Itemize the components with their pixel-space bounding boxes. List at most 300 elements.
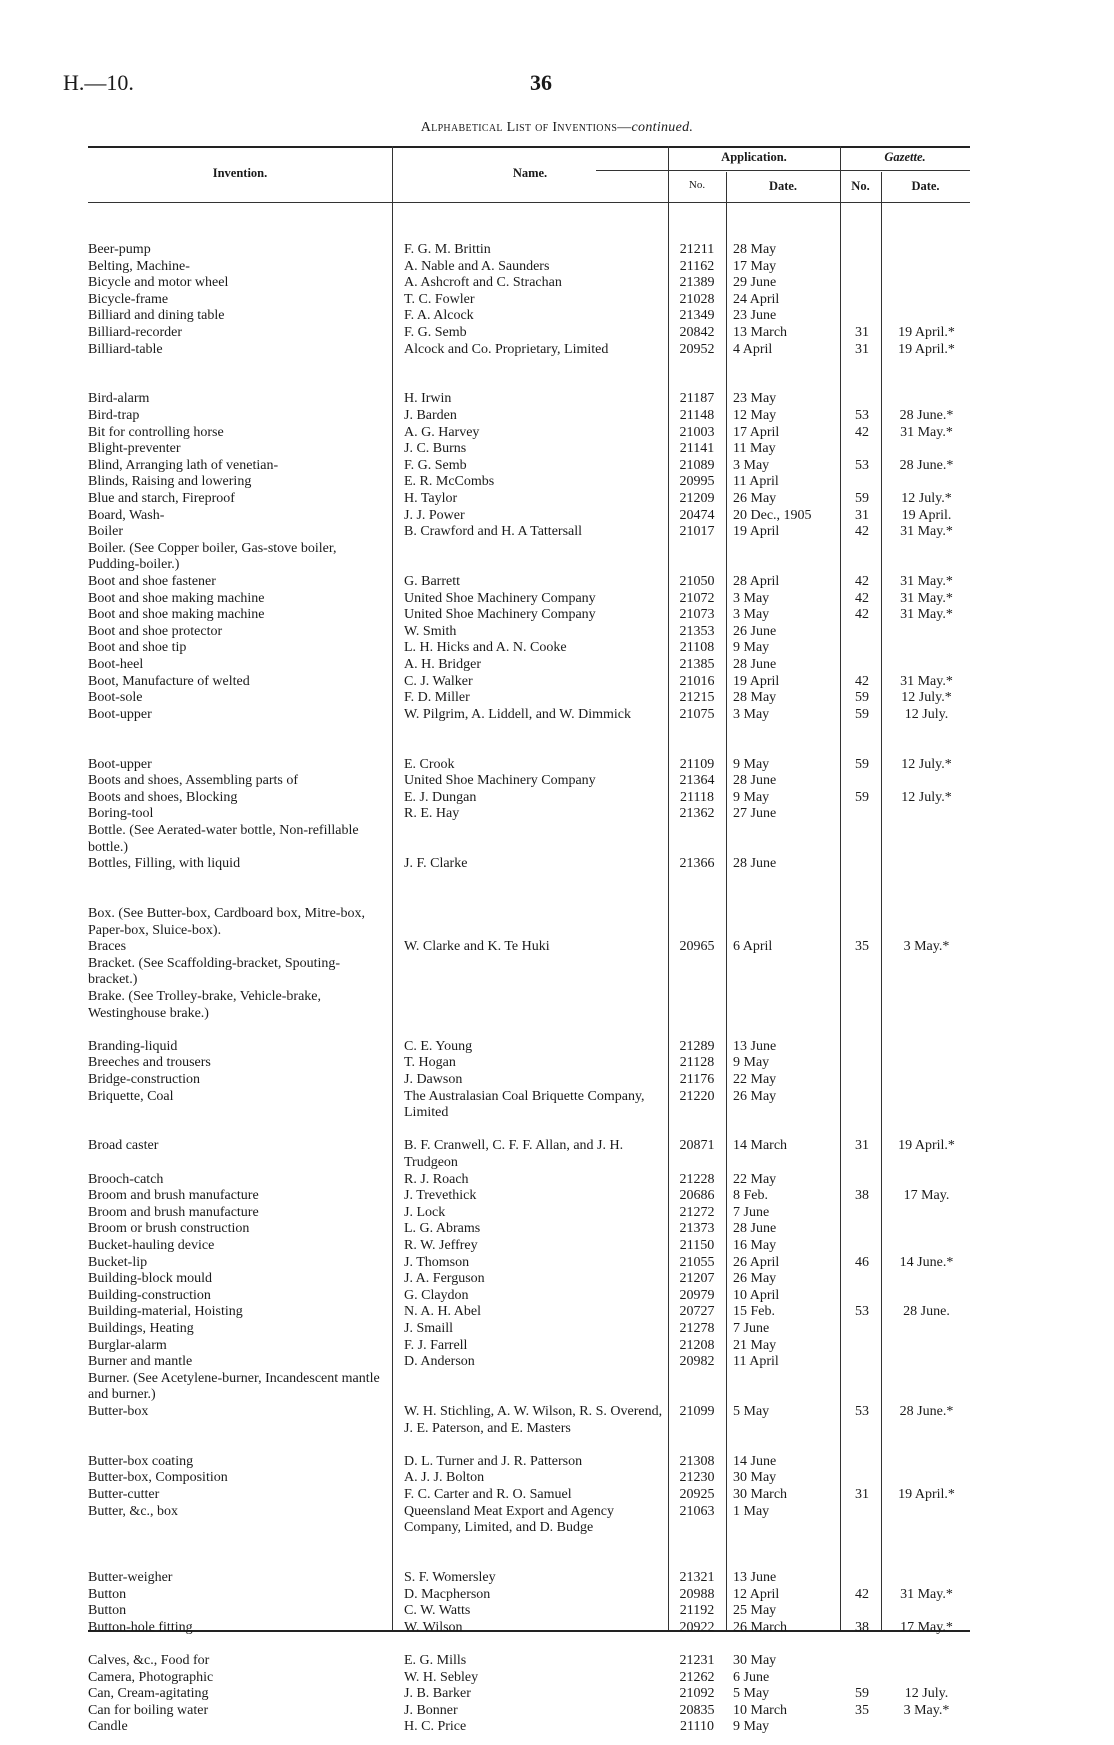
invention-cell: Billiard-table — [88, 341, 163, 357]
app-no-cell: 21176 — [679, 1072, 715, 1087]
app-date-cell: 6 June — [733, 1669, 770, 1685]
name-cell: E. Crook — [404, 756, 455, 772]
name-cell: J. Smaill — [404, 1321, 454, 1336]
invention-cell: Burner. (See Acetylene-burner, Incandescent mantle and burner.) — [88, 1370, 380, 1403]
name-cell: S. F. Womersley — [404, 1570, 496, 1585]
app-date-cell: 30 May — [733, 1470, 777, 1486]
invention-cell: Building-block mould — [88, 1271, 213, 1287]
invention-cell: Button-hole fitting — [88, 1619, 193, 1635]
gazette-no-cell: 46 — [855, 1254, 869, 1270]
name-cell: W. Wilson — [404, 1619, 463, 1635]
name-cell: United Shoe Machinery Company — [404, 590, 596, 606]
app-no-cell: 21230 — [679, 1470, 715, 1486]
app-no-cell: 20727 — [679, 1304, 715, 1320]
name-cell: R. E. Hay — [404, 806, 460, 822]
invention-cell: Bird-trap — [88, 408, 140, 423]
app-no-cell: 21099 — [679, 1404, 715, 1419]
gazette-no-cell: 59 — [855, 789, 869, 805]
invention-cell: Calves, &c., Food for — [88, 1653, 210, 1668]
app-date-cell: 14 June — [733, 1453, 777, 1469]
gazette-date-cell: 3 May.* — [903, 1702, 950, 1718]
app-date-cell: 5 May — [733, 1404, 770, 1419]
name-cell: F. D. Miller — [404, 690, 470, 706]
name-cell: J. C. Burns — [404, 441, 467, 457]
name-cell: B. F. Cranwell, C. F. F. Allan, and J. H. Trudgeon — [404, 1138, 624, 1170]
col-divider-name — [392, 146, 393, 1630]
name-cell: W. Smith — [404, 623, 457, 639]
app-date-cell: 20 Dec., 1905 — [733, 507, 812, 523]
page-number: 36 — [530, 70, 552, 95]
name-cell: E. R. McCombs — [404, 474, 495, 490]
gazette-no-cell: 42 — [855, 424, 869, 440]
app-date-cell: 19 April — [733, 673, 780, 689]
app-no-cell: 20965 — [679, 939, 715, 955]
gazette-date-cell: 28 June.* — [899, 1404, 954, 1419]
name-cell: F. G. M. Brittin — [404, 242, 491, 257]
app-no-cell: 21050 — [679, 574, 715, 589]
name-cell: E. J. Dungan — [404, 789, 477, 805]
app-date-cell: 8 Feb. — [733, 1188, 768, 1204]
gazette-no-cell: 31 — [855, 325, 869, 340]
gazette-no-cell: 59 — [855, 706, 869, 722]
col-divider-app — [668, 146, 669, 1630]
gazette-no-cell: 42 — [855, 590, 869, 606]
gazette-date-cell: 28 June.* — [899, 457, 954, 473]
name-cell: B. Crawford and H. A Tattersall — [404, 524, 583, 540]
app-no-cell: 21092 — [679, 1686, 715, 1702]
app-no-cell: 21289 — [679, 1038, 715, 1054]
name-cell: G. Barrett — [404, 574, 460, 589]
invention-cell: Building-material, Hoisting — [88, 1304, 243, 1320]
name-cell: Alcock and Co. Proprietary, Limited — [404, 341, 609, 357]
app-no-cell: 21207 — [679, 1271, 715, 1287]
col-header-app-no: No. — [688, 179, 706, 191]
name-cell: L. G. Abrams — [404, 1221, 481, 1237]
invention-cell: Butter-cutter — [88, 1487, 160, 1502]
app-date-cell: 24 April — [733, 291, 780, 307]
gazette-no-cell: 59 — [855, 1686, 869, 1702]
gazette-no-cell: 31 — [855, 507, 869, 523]
invention-cell: Braces — [88, 939, 127, 955]
invention-cell: Butter-box, Composition — [88, 1470, 228, 1486]
app-date-cell: 17 April — [733, 424, 780, 440]
invention-cell: Burglar-alarm — [88, 1337, 167, 1353]
name-cell: J. Trevethick — [404, 1188, 477, 1204]
app-date-cell: 21 May — [733, 1337, 777, 1353]
app-date-cell: 12 May — [733, 408, 777, 423]
app-date-cell: 3 May — [733, 590, 770, 606]
app-no-cell: 21108 — [679, 640, 715, 656]
app-date-cell: 13 June — [733, 1570, 777, 1585]
app-date-cell: 10 March — [733, 1702, 788, 1718]
invention-cell: Boot-sole — [88, 690, 143, 706]
invention-cell: Butter-box — [88, 1404, 149, 1419]
name-cell: J. Barden — [404, 408, 457, 423]
app-date-cell: 16 May — [733, 1238, 777, 1253]
invention-cell: Boot, Manufacture of welted — [88, 673, 250, 689]
col-divider-gaz-date — [881, 172, 882, 1630]
gazette-date-cell: 17 May.* — [900, 1619, 953, 1635]
invention-cell: Broad caster — [88, 1138, 159, 1154]
app-date-cell: 28 June — [733, 657, 777, 672]
col-header-application: Application. — [721, 150, 787, 164]
gazette-no-cell: 53 — [855, 457, 869, 473]
page-header-ref: H.—10. — [63, 70, 134, 95]
app-no-cell: 21148 — [679, 408, 715, 423]
app-date-cell: 7 June — [733, 1321, 770, 1336]
app-date-cell: 28 June — [733, 856, 777, 872]
app-no-cell: 21162 — [679, 258, 715, 274]
app-no-cell: 21220 — [679, 1088, 715, 1104]
invention-cell: Broom and brush manufacture — [88, 1204, 259, 1220]
gazette-date-cell: 17 May. — [903, 1188, 950, 1204]
invention-cell: Buildings, Heating — [88, 1321, 194, 1336]
name-cell: C. W. Watts — [404, 1603, 471, 1619]
name-cell: H. Taylor — [404, 491, 458, 506]
invention-cell: Butter, &c., box — [88, 1503, 179, 1519]
gazette-no-cell: 59 — [855, 491, 869, 506]
app-date-cell: 28 June — [733, 1221, 777, 1237]
name-cell: D. Macpherson — [404, 1586, 491, 1602]
app-date-cell: 1 May — [733, 1503, 770, 1519]
app-date-cell: 26 May — [733, 1088, 777, 1104]
gazette-date-cell: 31 May.* — [900, 590, 953, 606]
app-no-cell: 21389 — [679, 275, 715, 291]
gazette-no-cell: 42 — [855, 673, 869, 689]
app-date-cell: 13 March — [733, 325, 788, 340]
name-cell: E. G. Mills — [404, 1653, 467, 1668]
name-cell: J. Bonner — [404, 1702, 458, 1718]
gazette-date-cell: 12 July.* — [901, 690, 952, 706]
name-cell: A. G. Harvey — [404, 424, 480, 440]
gazette-date-cell: 12 July.* — [901, 789, 952, 805]
app-date-cell: 11 April — [733, 1354, 779, 1370]
invention-cell: Building-construction — [88, 1287, 211, 1303]
app-no-cell: 21385 — [679, 657, 715, 672]
gazette-date-cell: 28 June. — [903, 1304, 950, 1320]
app-no-cell: 21192 — [679, 1603, 715, 1619]
app-date-cell: 3 May — [733, 706, 770, 722]
app-no-cell: 20922 — [679, 1619, 715, 1635]
invention-cell: Breeches and trousers — [88, 1055, 211, 1071]
app-date-cell: 30 May — [733, 1653, 777, 1668]
invention-cell: Branding-liquid — [88, 1038, 178, 1054]
invention-cell: Blind, Arranging lath of venetian- — [88, 457, 279, 473]
invention-cell: Brake. (See Trolley-brake, Vehicle-brake, Westinghouse brake.) — [88, 989, 321, 1021]
app-no-cell: 21228 — [679, 1171, 715, 1187]
app-no-cell: 21016 — [679, 673, 715, 689]
app-no-cell: 21278 — [679, 1321, 715, 1336]
app-no-cell: 20835 — [679, 1702, 715, 1718]
app-no-cell: 21109 — [679, 756, 715, 772]
invention-cell: Burner and mantle — [88, 1354, 193, 1370]
app-no-cell: 20952 — [679, 341, 715, 357]
gazette-date-cell: 31 May.* — [900, 673, 953, 689]
name-cell: A. J. J. Bolton — [404, 1470, 485, 1486]
app-no-cell: 21075 — [679, 706, 715, 722]
app-date-cell: 14 March — [733, 1138, 788, 1154]
name-cell: D. Anderson — [404, 1354, 475, 1370]
invention-cell: Bicycle and motor wheel — [88, 275, 229, 291]
name-cell: G. Claydon — [404, 1287, 469, 1303]
name-cell: C. J. Walker — [404, 673, 473, 689]
invention-cell: Butter-weigher — [88, 1570, 173, 1585]
invention-cell: Boot-upper — [88, 756, 152, 772]
invention-cell: Boring-tool — [88, 806, 154, 822]
invention-cell: Board, Wash- — [88, 507, 165, 523]
gazette-no-cell: 53 — [855, 1304, 869, 1320]
app-date-cell: 29 June — [733, 275, 777, 291]
invention-cell: Boots and shoes, Assembling parts of — [88, 773, 298, 789]
invention-cell: Bracket. (See Scaffolding-bracket, Spouting-bracket.) — [88, 955, 341, 988]
name-cell: F. G. Semb — [404, 325, 467, 340]
page-title: Alphabetical List of Inventions—continued. — [420, 120, 694, 135]
gazette-no-cell: 42 — [855, 607, 869, 623]
app-no-cell: 21364 — [679, 773, 715, 789]
gazette-no-cell: 59 — [855, 690, 869, 706]
name-cell: R. W. Jeffrey — [404, 1238, 478, 1253]
name-cell: F. J. Farrell — [404, 1337, 468, 1353]
gazette-date-cell: 31 May.* — [900, 424, 953, 440]
app-date-cell: 9 May — [733, 1719, 770, 1735]
invention-cell: Can, Cream-agitating — [88, 1686, 209, 1702]
invention-cell: Blinds, Raising and lowering — [88, 474, 252, 490]
app-date-cell: 9 May — [733, 640, 770, 656]
invention-cell: Boot and shoe tip — [88, 640, 187, 656]
app-date-cell: 25 May — [733, 1603, 777, 1619]
col-divider-gazette — [840, 146, 841, 1630]
invention-cell: Brooch-catch — [88, 1171, 164, 1187]
app-no-cell: 21231 — [679, 1653, 715, 1668]
name-cell: N. A. H. Abel — [404, 1304, 481, 1320]
invention-cell: Bucket-lip — [88, 1254, 148, 1270]
name-cell: T. C. Fowler — [404, 291, 475, 307]
app-date-cell: 3 May — [733, 607, 770, 623]
app-no-cell: 21187 — [679, 391, 715, 407]
app-no-cell: 21366 — [679, 856, 715, 872]
app-no-cell: 20979 — [679, 1287, 715, 1303]
gazette-date-cell: 31 May.* — [900, 607, 953, 623]
invention-cell: Bird-alarm — [88, 391, 150, 407]
invention-cell: Boot-heel — [88, 657, 144, 672]
app-no-cell: 21262 — [679, 1669, 715, 1685]
invention-cell: Blue and starch, Fireproof — [88, 491, 235, 506]
app-date-cell: 30 March — [733, 1487, 788, 1502]
gazette-date-cell: 31 May.* — [900, 1586, 953, 1602]
gazette-no-cell: 31 — [855, 1487, 869, 1502]
col-header-app-date: Date. — [768, 179, 798, 193]
app-no-cell: 21017 — [679, 524, 715, 540]
invention-cell: Boots and shoes, Blocking — [88, 789, 238, 805]
invention-cell: Button — [88, 1586, 127, 1602]
invention-cell: Broom or brush construction — [88, 1221, 250, 1237]
gazette-no-cell: 31 — [855, 1138, 869, 1154]
header-bottom-rule — [88, 202, 970, 203]
app-no-cell: 21110 — [680, 1719, 714, 1735]
col-header-gazette: Gazette. — [884, 150, 926, 164]
gazette-date-cell: 3 May.* — [903, 939, 950, 955]
app-no-cell: 21362 — [679, 806, 715, 822]
gazette-date-cell: 14 June.* — [899, 1254, 954, 1270]
invention-cell: Bicycle-frame — [88, 291, 169, 307]
app-no-cell: 21209 — [679, 491, 715, 506]
app-no-cell: 21089 — [679, 457, 715, 473]
app-no-cell: 20871 — [679, 1138, 715, 1154]
name-cell: H. Irwin — [404, 391, 452, 407]
app-no-cell: 21208 — [679, 1337, 715, 1353]
app-date-cell: 28 April — [733, 574, 780, 589]
gazette-date-cell: 12 July. — [904, 706, 949, 722]
app-date-cell: 19 April — [733, 524, 780, 540]
app-no-cell: 21373 — [679, 1221, 715, 1237]
app-date-cell: 23 June — [733, 308, 777, 324]
gazette-date-cell: 19 April.* — [898, 1487, 955, 1502]
name-cell: L. H. Hicks and A. N. Cooke — [404, 640, 567, 656]
name-cell: The Australasian Coal Briquette Company, Limited — [404, 1088, 645, 1121]
app-no-cell: 21211 — [679, 242, 715, 257]
name-cell: F. G. Semb — [404, 457, 467, 473]
col-divider-app-date — [726, 172, 727, 1630]
app-date-cell: 27 June — [733, 806, 777, 822]
name-cell: J. F. Clarke — [404, 856, 468, 872]
gazette-no-cell: 38 — [855, 1619, 869, 1635]
app-date-cell: 26 March — [733, 1619, 788, 1635]
app-no-cell: 21003 — [679, 424, 715, 440]
col-header-name: Name. — [512, 166, 548, 180]
name-cell: W. Pilgrim, A. Liddell, and W. Dimmick — [404, 706, 631, 722]
gazette-date-cell: 19 April.* — [898, 1138, 955, 1154]
name-cell: J. Lock — [404, 1204, 446, 1220]
gazette-date-cell: 19 April. — [901, 507, 952, 523]
name-cell: W. H. Stichling, A. W. Wilson, R. S. Overend, J. E. Paterson, and E. Masters — [404, 1404, 663, 1436]
invention-cell: Boot and shoe making machine — [88, 590, 265, 606]
app-no-cell: 21308 — [679, 1453, 715, 1469]
gazette-date-cell: 31 May.* — [900, 574, 953, 589]
invention-cell: Boot and shoe fastener — [88, 574, 216, 589]
invention-cell: Box. (See Butter-box, Cardboard box, Mitre-box, Paper-box, Sluice-box). — [88, 906, 365, 938]
app-no-cell: 21128 — [679, 1055, 715, 1071]
name-cell: W. Clarke and K. Te Huki — [404, 939, 550, 955]
name-cell: United Shoe Machinery Company — [404, 773, 596, 789]
name-cell: A. Nable and A. Saunders — [404, 258, 550, 274]
invention-cell: Bottle. (See Aerated-water bottle, Non-refillable bottle.) — [88, 823, 359, 855]
name-cell: A. Ashcroft and C. Strachan — [404, 275, 562, 291]
app-no-cell: 21349 — [679, 308, 715, 324]
invention-cell: Butter-box coating — [88, 1453, 194, 1469]
app-date-cell: 12 April — [733, 1586, 780, 1602]
app-date-cell: 5 May — [733, 1686, 770, 1702]
name-cell: J. Thomson — [404, 1254, 470, 1270]
app-no-cell: 21118 — [680, 789, 714, 805]
gazette-no-cell: 53 — [855, 1404, 869, 1419]
invention-cell: Boiler — [88, 524, 123, 540]
invention-cell: Can for boiling water — [88, 1702, 209, 1718]
gazette-no-cell: 35 — [855, 939, 869, 955]
gazette-no-cell: 31 — [855, 341, 869, 357]
gazette-no-cell: 53 — [855, 408, 869, 423]
gazette-date-cell: 19 April.* — [898, 341, 955, 357]
app-no-cell: 21150 — [679, 1238, 715, 1253]
app-date-cell: 6 April — [733, 939, 773, 955]
app-no-cell: 21055 — [679, 1254, 715, 1270]
invention-cell: Beer-pump — [88, 242, 151, 257]
app-date-cell: 11 May — [733, 441, 776, 457]
name-cell: A. H. Bridger — [404, 657, 481, 672]
app-date-cell: 23 May — [733, 391, 777, 407]
name-cell: J. A. Ferguson — [404, 1271, 485, 1287]
app-no-cell: 20842 — [679, 325, 715, 340]
gazette-date-cell: 31 May.* — [900, 524, 953, 540]
name-cell: United Shoe Machinery Company — [404, 607, 596, 623]
name-cell: C. E. Young — [404, 1038, 473, 1054]
invention-cell: Belting, Machine- — [88, 258, 190, 274]
app-date-cell: 26 May — [733, 1271, 777, 1287]
name-cell: F. C. Carter and R. O. Samuel — [404, 1487, 572, 1502]
app-no-cell: 20995 — [679, 474, 715, 490]
app-date-cell: 26 May — [733, 491, 777, 506]
name-cell: T. Hogan — [404, 1055, 456, 1071]
app-date-cell: 9 May — [733, 756, 770, 772]
app-date-cell: 17 May — [733, 258, 777, 274]
app-date-cell: 9 May — [733, 789, 770, 805]
inventions-table — [88, 146, 970, 1735]
gazette-date-cell: 12 July.* — [901, 756, 952, 772]
name-cell: F. A. Alcock — [404, 308, 474, 324]
app-date-cell: 4 April — [733, 341, 773, 357]
name-cell: Queensland Meat Export and Agency Company, Limited, and D. Budge — [404, 1503, 614, 1536]
invention-cell: Briquette, Coal — [88, 1088, 174, 1104]
gazette-no-cell: 42 — [855, 524, 869, 540]
gazette-no-cell: 42 — [855, 1586, 869, 1602]
invention-cell: Camera, Photographic — [88, 1669, 214, 1685]
invention-cell: Broom and brush manufacture — [88, 1188, 259, 1204]
name-cell: W. H. Sebley — [404, 1669, 479, 1685]
invention-cell: Blight-preventer — [88, 441, 181, 457]
name-cell: H. C. Price — [404, 1719, 467, 1735]
gazette-no-cell: 38 — [855, 1188, 869, 1204]
app-no-cell: 21215 — [679, 690, 715, 706]
name-cell: J. Dawson — [404, 1072, 463, 1087]
app-no-cell: 20686 — [679, 1188, 715, 1204]
app-date-cell: 13 June — [733, 1038, 777, 1054]
gazette-no-cell: 35 — [855, 1702, 869, 1718]
gazette-no-cell: 42 — [855, 574, 869, 589]
app-date-cell: 7 June — [733, 1204, 770, 1220]
app-no-cell: 21321 — [679, 1570, 715, 1585]
invention-cell: Bucket-hauling device — [88, 1238, 215, 1253]
invention-cell: Bit for controlling horse — [88, 424, 224, 440]
app-date-cell: 3 May — [733, 457, 770, 473]
gazette-date-cell: 28 June.* — [899, 408, 954, 423]
app-date-cell: 26 June — [733, 623, 777, 639]
invention-cell: Billiard and dining table — [88, 308, 225, 324]
gazette-date-cell: 19 April.* — [898, 325, 955, 340]
name-cell: J. J. Power — [404, 507, 465, 523]
app-date-cell: 9 May — [733, 1055, 770, 1071]
invention-cell: Candle — [88, 1719, 128, 1735]
gazette-date-cell: 12 July.* — [901, 491, 952, 506]
app-no-cell: 21073 — [679, 607, 715, 623]
invention-cell: Boot and shoe making machine — [88, 607, 265, 623]
app-date-cell: 11 April — [733, 474, 779, 490]
app-no-cell: 20988 — [679, 1586, 715, 1602]
app-no-cell: 21141 — [679, 441, 715, 457]
name-cell: J. B. Barker — [404, 1686, 471, 1702]
app-no-cell: 20474 — [679, 507, 715, 523]
invention-cell: Bottles, Filling, with liquid — [88, 856, 241, 872]
app-no-cell: 21272 — [679, 1204, 715, 1220]
app-no-cell: 20982 — [679, 1354, 715, 1370]
